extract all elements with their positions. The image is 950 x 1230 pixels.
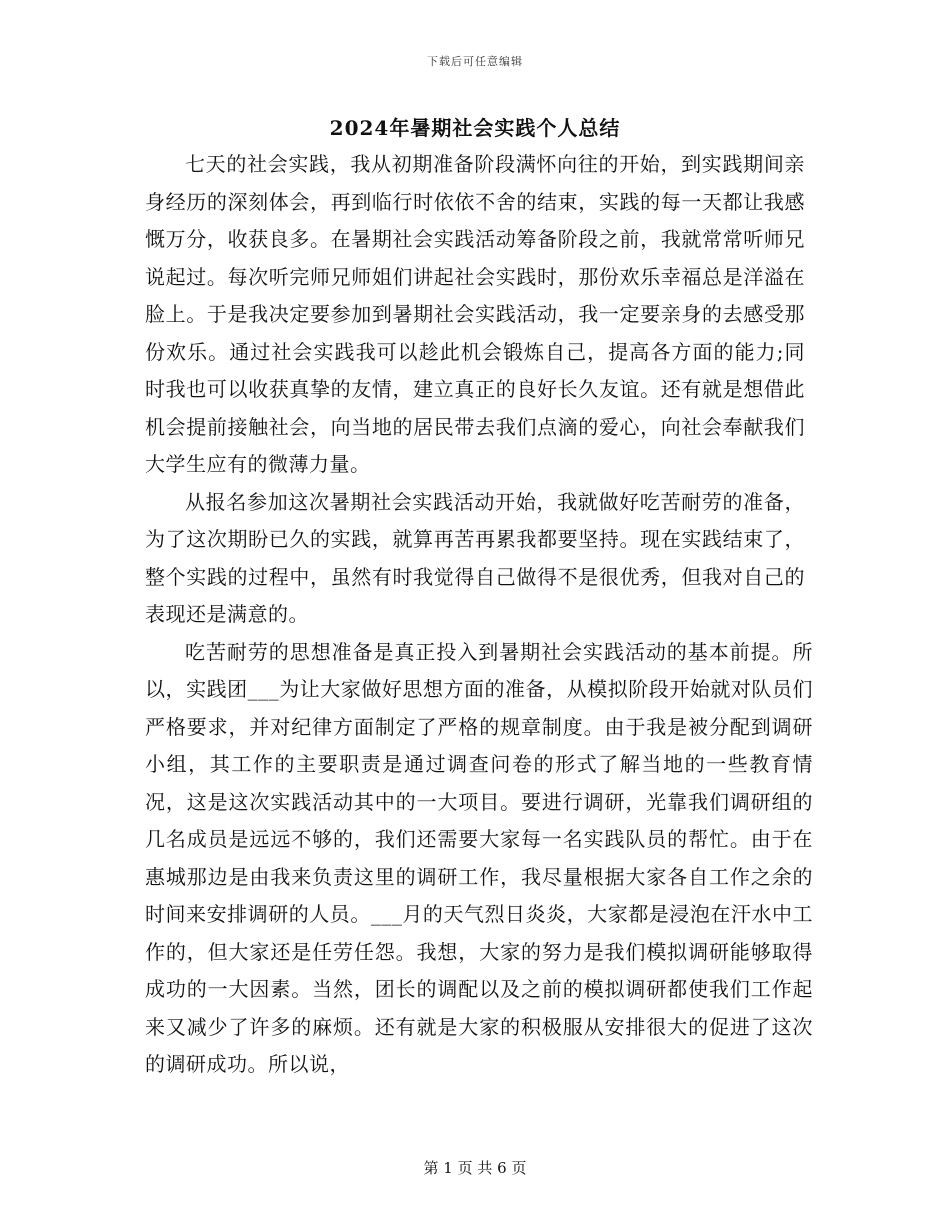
paragraph-3: 吃苦耐劳的思想准备是真正投入到暑期社会实践活动的基本前提。所以，实践团___为让大家做好思想方面的准备，从模拟阶段开始就对队员们严格要求，并对纪律方面制定了严格的规章制度。由于我是被分配到调研小组，其工作的主要职责是通过调查问卷的形式了解当地的一些教育情况，这是这次实践活动其中的一大项目。要进行调研，光靠我们调研组的几名成员是远远不够的，我们还需要大家每一名实践队员的帮忙。由于在惠城那边是由我来负责这里的调研工作，我尽量根据大家各自工作之余的时间来安排调研的人员。___月的天气烈日炎炎，大家都是浸泡在汗水中工作的，但大家还是任劳任怨。我想，大家的努力是我们模拟调研能够取得成功的一大因素。当然，团长的调配以及之前的模拟调研都使我们工作起来又减少了许多的麻烦。还有就是大家的积极服从安排很大的促进了这次的调研成功。所以说， (145, 639, 813, 1076)
document-body (145, 146, 813, 1084)
paragraph-2: 从报名参加这次暑期社会实践活动开始，我就做好吃苦耐劳的准备，为了这次期盼已久的实践，就算再苦再累我都要坚持。现在实践结束了，整个实践的过程中，虽然有时我觉得自己做得不是很优秀，但我对自己的表现还是满意的。 (145, 489, 805, 626)
paragraph-1: 七天的社会实践，我从初期准备阶段满怀向往的开始，到实践期间亲身经历的深刻体会，再到临行时依依不舍的结束，实践的每一天都让我感慨万分，收获良多。在暑期社会实践活动筹备阶段之前，我就常常听师兄说起过。每次听完师兄师姐们讲起社会实践时，那份欢乐幸福总是洋溢在脸上。于是我决定要参加到暑期社会实践活动，我一定要亲身的去感受那份欢乐。通过社会实践我可以趁此机会锻炼自己，提高各方面的能力;同时我也可以收获真挚的友情，建立真正的良好长久友谊。还有就是想借此机会提前接触社会，向当地的居民带去我们点滴的爱心，向社会奉献我们大学生应有的微薄力量。 (145, 152, 805, 476)
header-note: 下载后可任意编辑 (427, 55, 523, 68)
page-number: 第 1 页 共 6 页 (423, 1159, 527, 1177)
document-title: 2024年暑期社会实践个人总结 (329, 116, 621, 140)
